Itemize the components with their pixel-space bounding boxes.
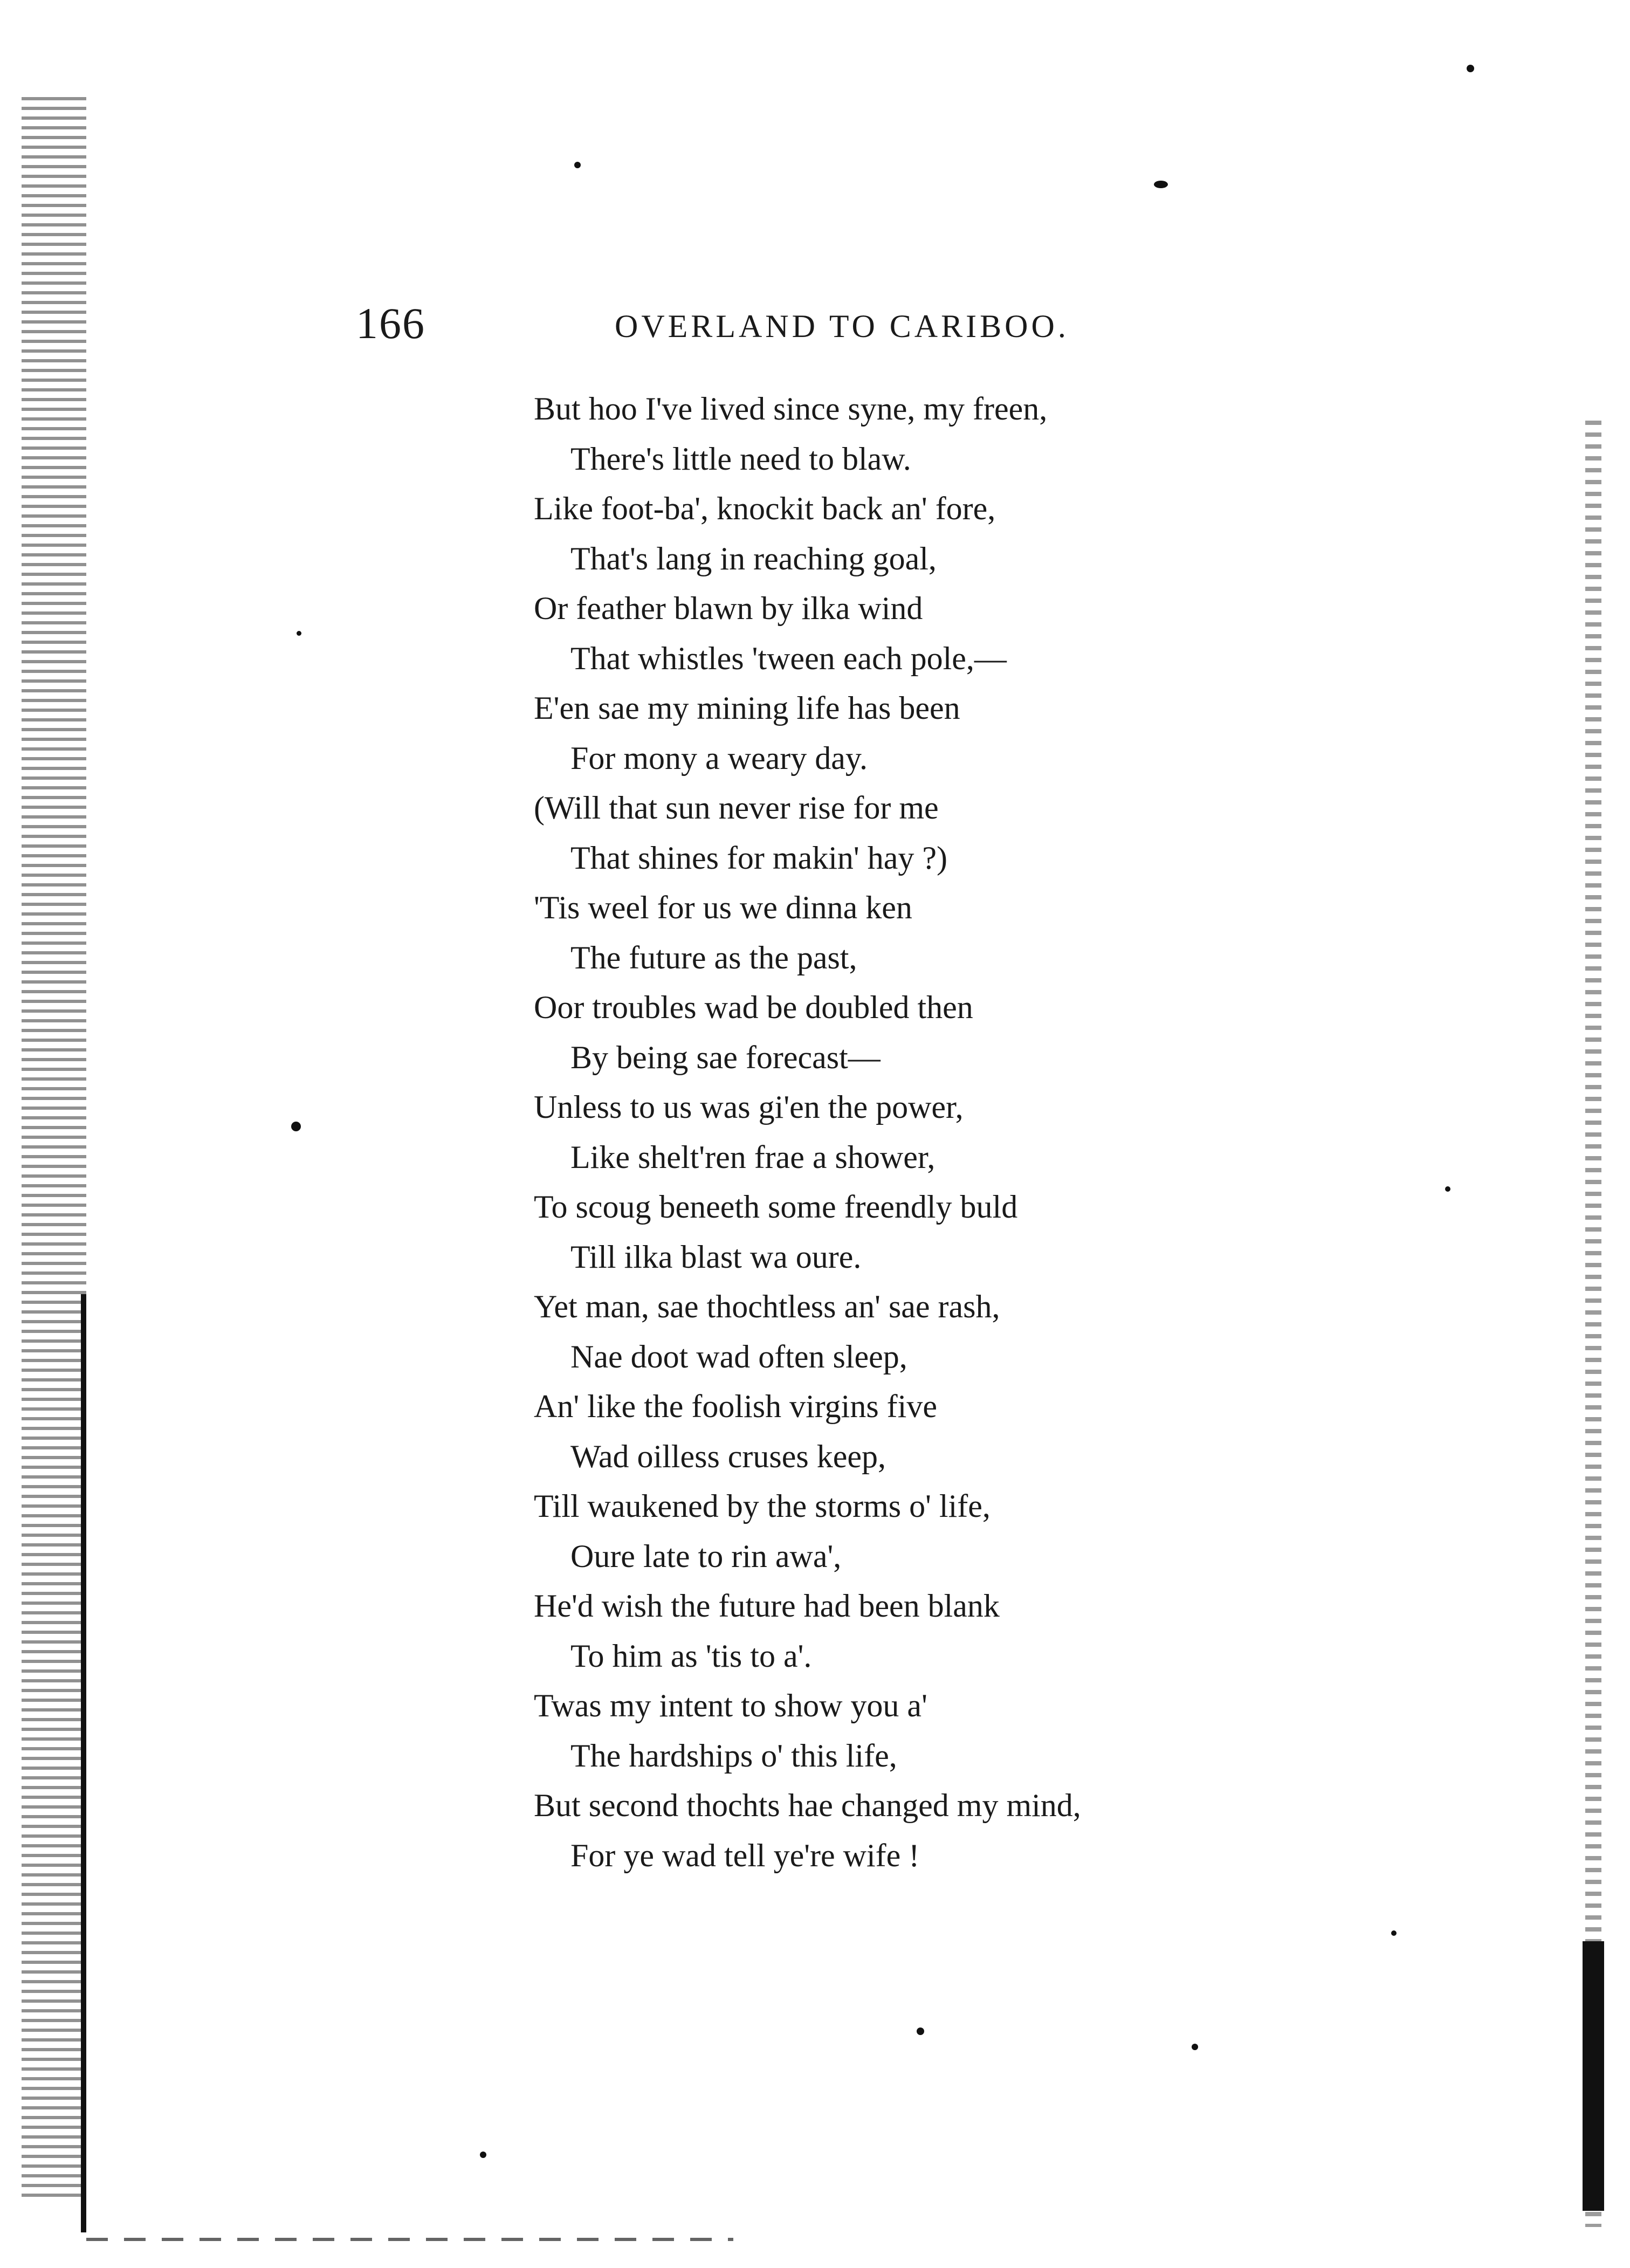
scan-speck [1192,2044,1198,2050]
poem-line: Unless to us was gi'en the power, [534,1089,964,1125]
poem-line: Like foot-ba', knockit back an' fore, [534,491,996,526]
poem-line: To him as 'tis to a'. [570,1638,812,1674]
scan-speck [480,2152,486,2158]
poem-line: But hoo I've lived since syne, my freen, [534,391,1048,427]
poem-line: E'en sae my mining life has been [534,690,960,726]
poem-line: Or feather blawn by ilka wind [534,590,923,626]
poem-line: 'Tis weel for us we dinna ken [534,890,912,925]
poem-line: Twas my intent to show you a' [534,1688,927,1723]
poem-line: Oure late to rin awa', [570,1538,842,1574]
poem-line: Oor troubles wad be doubled then [534,989,973,1025]
poem-line: That's lang in reaching goal, [570,540,937,576]
poem-line: Till ilka blast wa oure. [570,1239,862,1275]
poem-line: But second thochts hae changed my mind, [534,1788,1081,1823]
page-header [356,294,1111,353]
poem-line: Nae doot wad often sleep, [570,1338,907,1374]
poem-line: There's little need to blaw. [570,441,911,477]
poem-line: Till waukened by the storms o' life, [534,1488,991,1524]
poem-line: (Will that sun never rise for me [534,790,939,826]
poem-line: For mony a weary day. [570,740,868,776]
poem-line: Yet man, sae thochtless an' sae rash, [534,1289,1000,1324]
scan-speck [1467,65,1474,72]
left-binding-edge [81,1294,86,2232]
poem-line: That whistles 'tween each pole,— [570,640,1007,676]
poem-line: To scoug beneeth some freendly buld [534,1189,1018,1225]
scan-speck [917,2028,924,2035]
poem-line: The future as the past, [570,939,857,975]
poem-line: An' like the foolish virgins five [534,1389,937,1424]
running-head: OVERLAND TO CARIBOO. [615,308,1069,344]
scan-speck [574,162,581,168]
scan-speck [1154,181,1168,188]
poem-line: That shines for makin' hay ?) [570,840,947,876]
scan-speck [291,1122,301,1131]
poem-line: By being sae forecast— [570,1039,881,1075]
poem-line: Like shelt'ren frae a shower, [570,1139,936,1175]
scan-speck [1391,1930,1397,1936]
scan-speck [1445,1186,1450,1192]
poem-body [534,384,1289,1880]
page-number: 166 [356,299,425,348]
left-gutter-scan-artifact [22,97,86,2200]
poem-line: The hardships o' this life, [570,1737,897,1774]
poem-line: Wad oilless cruses keep, [570,1438,886,1474]
scan-speck [297,631,301,636]
bottom-edge-artifact [86,2238,733,2241]
right-binding-edge [1583,1941,1604,2211]
poem-line: He'd wish the future had been blank [534,1588,1000,1624]
poem-line: For ye wad tell ye're wife ! [570,1837,920,1873]
